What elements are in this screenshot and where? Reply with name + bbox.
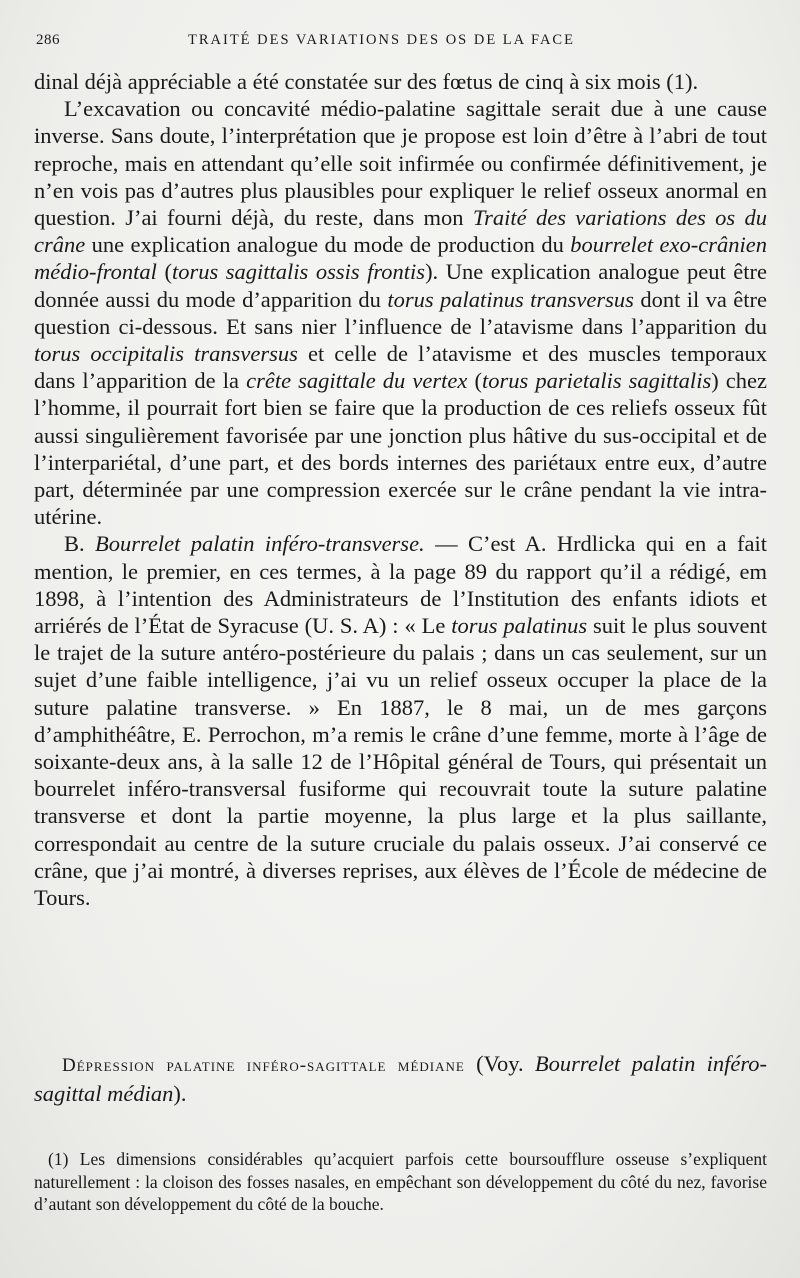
cross-reference: Bourrelet palatin inféro-sagittal médian xyxy=(34,1051,768,1106)
page-number: 286 xyxy=(36,32,60,48)
text-span: ( xyxy=(467,368,482,394)
text-span: ) chez l’homme, il pourrait fort bien se faire que la production de ces reliefs osseux fût aussi singulièrement favorisée par une jonction plus hâtive du sus-occipital et de l’interpariétal, d’une part, et des bords internes des pariétaux entre eux, d’autre part, déterminée par une compression exercée sur le crâne pendant la vie intra-utérine. xyxy=(34,368,768,530)
italic-term: torus sagittalis ossis frontis xyxy=(171,259,426,285)
footnote: (1) Les dimensions considérables qu’acquiert parfois cette boursoufflure osseuse s’expliquent naturellement : la cloison des fosses nasales, en empêchant son développement du côté du nez, favorise d’autant son développement du côté de la bouche. xyxy=(34,1149,767,1215)
italic-term: bourrelet exo-crânien médio-frontal xyxy=(34,232,767,285)
text-span: suit le plus souvent le trajet de la suture antéro-postérieure du palais ; dans un cas seulement, sur un sujet d’une faible intelligence, j’ai vu un relief osseux occuper la place de la suture palatine transverse. » En 1887, le 8 mai, un de mes garçons d’amphithéâtre, E. Perrochon, m’a remis le crâne d’une femme, morte à l’âge de soixante-deux ans, à la salle 12 de l’Hôpital général de Tours, qui présentait un bourrelet inféro-transversal fusiforme qui recouvrait toute la suture palatine transverse et dont la partie moyenne, la plus large et la plus saillante, correspondait au centre de la suture cruciale du palais osseux. J’ai conservé ce crâne, que j’ai montré, à diverses reprises, aux élèves de l’École de médecine de Tours. xyxy=(34,613,767,911)
paragraph-3 xyxy=(34,530,767,911)
running-head: TRAITÉ DES VARIATIONS DES OS DE LA FACE xyxy=(188,32,575,48)
paragraph-2 xyxy=(34,95,767,530)
text-span: dinal déjà appréciable a été constatée sur des fœtus de cinq à six mois (1). xyxy=(34,69,699,94)
text-span: B. xyxy=(64,531,96,557)
text-span: L’excavation ou concavité médio-palatine sagittale serait due à une cause inverse. Sans doute, l’interprétation que je propose est loin d’être à l’abri de tout reproche, mais en attendant qu’elle soit infirmée ou confirmée définitivement, je n’en vois pas d’autres plus plausibles pour expliquer le relief osseux anormal en question. J’ai fourni déjà, du reste, dans mon xyxy=(34,96,767,231)
text-span: ( xyxy=(156,259,172,285)
italic-title: Traité des variations des os du crâne xyxy=(34,205,767,258)
italic-term: crête sagittale du vertex xyxy=(246,368,468,394)
text-span: — C’est A. Hrdlicka qui en a fait mention, le premier, en ces termes, à la page 89 du rapport qu’il a rédigé, em 1898, à l’intention des Administrateurs de l’Institution des enfants idiots et arriérés de l’État de Syracuse (U. S. A) : « Le xyxy=(34,531,767,639)
text-span: et celle de l’atavisme et des muscles temporaux dans l’apparition de la xyxy=(34,341,767,394)
body-text xyxy=(34,68,767,911)
italic-term: torus occipitalis transversus xyxy=(34,341,298,367)
text-span: dont il va être question ci-dessous. Et sans nier l’influence de l’atavisme dans l’apparition du xyxy=(34,286,767,339)
text-span: ). xyxy=(173,1081,187,1106)
paragraph-1 xyxy=(34,68,767,95)
text-span: ). Une explication analogue peut être donnée aussi du mode d’apparition du xyxy=(34,259,768,312)
dictionary-entry xyxy=(34,1050,767,1108)
italic-term: torus parietalis sagittalis xyxy=(481,368,712,394)
page-header xyxy=(36,30,770,54)
italic-term: torus palatinus transversus xyxy=(387,286,634,312)
text-span: (Voy. xyxy=(464,1051,535,1076)
italic-term: torus palatinus xyxy=(451,613,588,639)
text-span: une explication analogue du mode de production du xyxy=(85,232,571,258)
entry-head: Dépression palatine inféro-sagittale médiane xyxy=(62,1055,465,1076)
italic-heading: Bourrelet palatin inféro-transverse. xyxy=(95,531,425,557)
